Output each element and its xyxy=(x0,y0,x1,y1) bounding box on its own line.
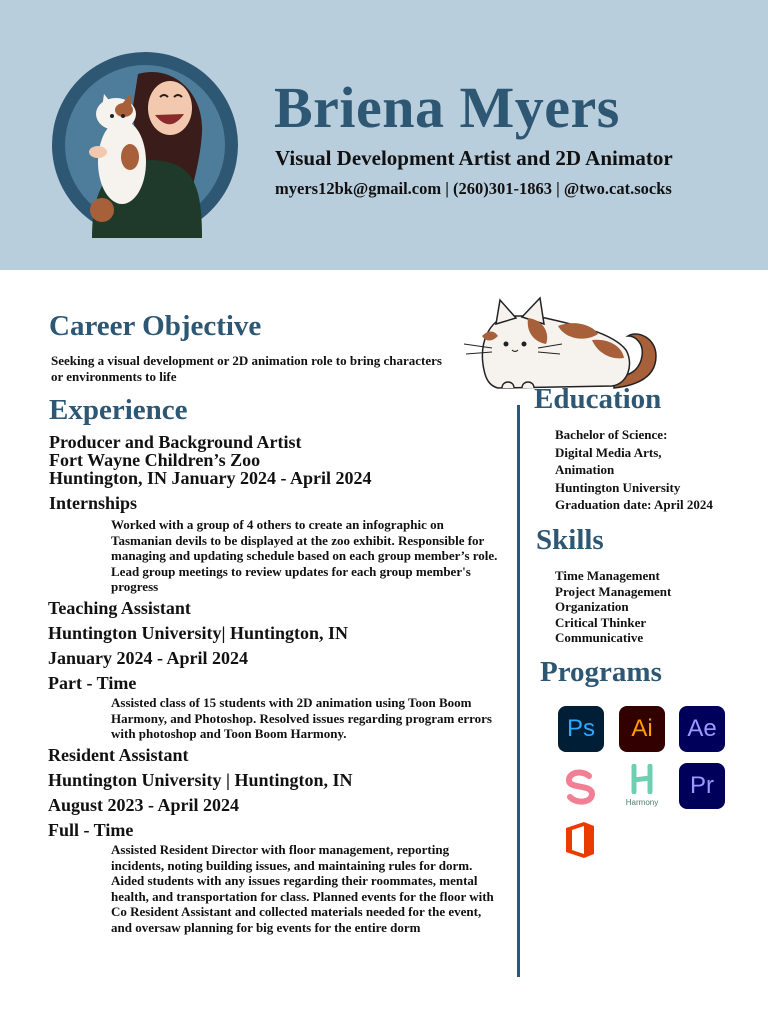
job3-type: Full - Time xyxy=(48,820,134,840)
job3-dates: August 2023 - April 2024 xyxy=(48,795,240,815)
portrait-illustration xyxy=(52,52,238,238)
skill-item: Communicative xyxy=(555,630,644,645)
harmony-label: Harmony xyxy=(625,798,659,807)
harmony-h-glyph xyxy=(628,764,656,794)
career-objective-text: Seeking a visual development or 2D animation role to bring characters or environments to life xyxy=(51,353,442,384)
premiere-icon: Pr xyxy=(679,763,725,809)
experience-heading: Experience xyxy=(49,394,188,426)
education-details xyxy=(555,426,713,514)
education-line: Graduation date: April 2024 xyxy=(555,497,713,512)
skill-item: Organization xyxy=(555,599,629,614)
skills-list xyxy=(555,568,671,646)
harmony-icon xyxy=(616,760,668,812)
skill-item: Critical Thinker xyxy=(555,614,647,630)
education-line: Huntington University xyxy=(555,479,681,495)
cat-illustration xyxy=(462,290,662,394)
skill-item: Project Management xyxy=(555,583,672,599)
job1-location-dates: Huntington, IN January 2024 - April 2024 xyxy=(49,468,372,488)
skills-heading: Skills xyxy=(536,524,604,556)
job2-dates: January 2024 - April 2024 xyxy=(48,648,249,668)
procreate-s-icon xyxy=(558,764,604,810)
office-icon xyxy=(562,820,598,860)
illustrator-icon: Ai xyxy=(619,706,665,752)
job1-organization: Fort Wayne Children’s Zoo xyxy=(49,450,261,470)
job2-type: Part - Time xyxy=(48,673,137,693)
job1-title: Producer and Background Artist xyxy=(49,432,302,452)
photoshop-icon: Ps xyxy=(558,706,604,752)
education-line: Bachelor of Science: xyxy=(555,427,668,442)
job1-description: Worked with a group of 4 others to create an infographic on Tasmanian devils to be displayed at the zoo exhibit. Responsible for managing and updating schedule based on each group member’s role. Lead group meetings to review updates for each group member's progress xyxy=(111,517,498,594)
education-heading: Education xyxy=(534,383,662,415)
contact-info[interactable]: myers12bk@gmail.com | (260)301-1863 | @two.cat.socks xyxy=(275,179,672,198)
job2-description: Assisted class of 15 students with 2D animation using Toon Boom Harmony, and Photoshop. Resolved issues regarding program errors with photoshop and Toon Boom Harmony. xyxy=(111,695,492,741)
career-objective-heading: Career Objective xyxy=(49,310,262,342)
candidate-title: Visual Development Artist and 2D Animator xyxy=(275,146,673,170)
job2-organization: Huntington University| Huntington, IN xyxy=(48,623,349,643)
job3-organization: Huntington University | Huntington, IN xyxy=(48,770,353,790)
job3-title: Resident Assistant xyxy=(48,745,189,765)
job1-type: Internships xyxy=(49,493,138,513)
column-divider xyxy=(517,405,520,977)
job3-description: Assisted Resident Director with floor management, reporting incidents, noting building issues, and maintaining rules for dorm. Aided students with any issues regarding their roommates, mental health, and transportation for class. Planned events for the floor with Co Resident Assistant and collected materials needed for the event, and oversaw planning for big events for the entire dorm xyxy=(111,842,494,935)
candidate-name: Briena Myers xyxy=(274,75,620,140)
programs-heading: Programs xyxy=(540,656,662,688)
job2-title: Teaching Assistant xyxy=(48,598,191,618)
after-effects-icon: Ae xyxy=(679,706,725,752)
education-line: Animation xyxy=(555,462,615,477)
education-line: Digital Media Arts, xyxy=(555,444,662,460)
skill-item: Time Management xyxy=(555,568,660,583)
